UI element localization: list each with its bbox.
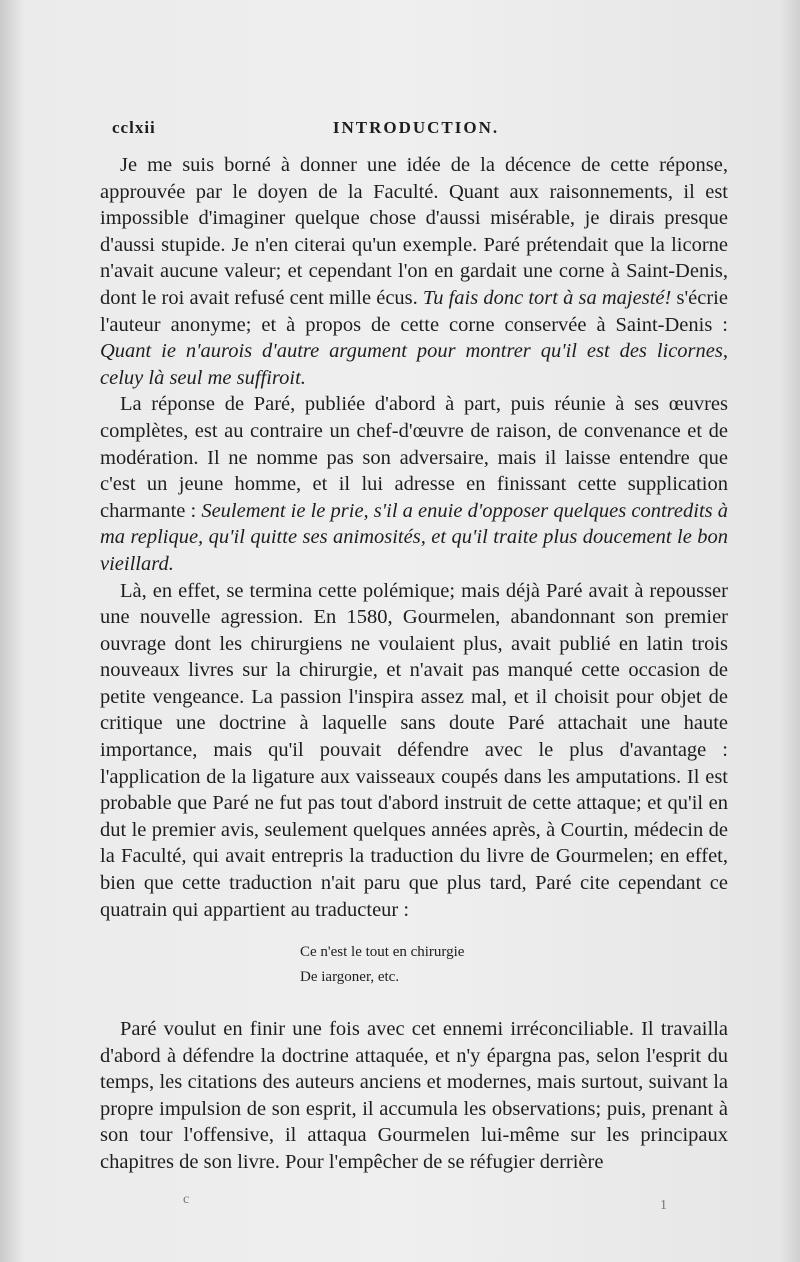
verse-line: De iargoner, etc. (300, 969, 400, 985)
paragraph-1-quote-2: Quant ie n'aurois d'autre argument pour montrer qu'il est des licornes, celuy là seul me suffiroit. (100, 340, 728, 389)
verse-quotation (300, 940, 464, 990)
paragraph-2-quote: Seulement ie le prie, s'il a enuie d'opposer quelques contredits à ma replique, qu'il quitte ses animosités, et qu'il traite plus doucement le bon vieillard. (100, 499, 728, 575)
body-text-lower (100, 1016, 728, 1176)
margin-mark: c (183, 1192, 190, 1207)
paragraph-3: Là, en effet, se termina cette polémique; mais déjà Paré avait à repousser une nouvelle agression. En 1580, Gourmelen, abandonnant son premier ouvrage dont les chirurgiens ne voulaient plus, avait publié en latin trois nouveaux livres sur la chirurgie, et n'avait pas manqué cette occasion de petite vengeance. La passion l'inspira assez mal, et il choisit pour objet de critique une doctrine à laquelle sans doute Paré attachait une haute importance, mais qu'il pouvait défendre avec le plus d'avantage : l'application de la ligature aux vaisseaux coupés dans les amputations. Il est probable que Paré ne fut pas tout d'abord instruit de cette attaque; et qu'il en dut le premier avis, seulement quelques années après, à Courtin, médecin de la Faculté, qui avait entrepris la traduction du livre de Gourmelen; en effet, bien que cette traduction n'ait paru que plus tard, Paré cite cependant ce quatrain qui appartient au traducteur : (100, 579, 728, 921)
running-head: INTRODUCTION. (332, 118, 500, 137)
paragraph-1: Je me suis borné à donner une idée de la décence de cette réponse, approuvée par le doyen de la Faculté. Quant aux raisonnements, il est impossible d'imaginer quelque chose d'aussi misérable, je dirais presque d'aussi stupide. Je n'en citerai qu'un exemple. Paré prétendait que la licorne n'avait aucune valeur; et cependant l'on en gardait une corne à Saint-Denis, dont le roi avait refusé cent mille écus. Tu fais donc tort à sa majesté! s'écrie l'auteur anonyme; et à propos de cette corne conservée à Saint-Denis : Quant ie n'aurois d'autre argument pour montrer qu'il est des licornes, celuy là seul me suffiroit. (100, 154, 728, 389)
page-header (112, 118, 720, 142)
page-number: cclxii (112, 118, 156, 137)
paragraph-4: Paré voulut en finir une fois avec cet ennemi irréconciliable. Il travailla d'abord à défendre la doctrine attaquée, et n'y épargna pas, selon l'esprit du temps, les citations des auteurs anciens et modernes, mais surtout, suivant la propre impulsion de son esprit, il accumula les observations; puis, prenant à son tour l'offensive, il attaqua Gourmelen lui-même sur les principaux chapitres de son livre. Pour l'empêcher de se réfugier derrière (100, 1018, 728, 1173)
margin-mark: 1 (660, 1198, 667, 1213)
paragraph-1-quote-1: Tu fais donc tort à sa majesté! (422, 286, 672, 309)
verse-line: Ce n'est le tout en chirurgie (300, 944, 465, 960)
body-text-upper (100, 152, 728, 923)
paragraph-2: La réponse de Paré, publiée d'abord à part, puis réunie à ses œuvres complètes, est au contraire un chef-d'œuvre de raison, de convenance et de modération. Il ne nomme pas son adversaire, mais il laisse entendre que c'est un jeune homme, et il lui adresse en finissant cette supplication charmante : Seulement ie le prie, s'il a enuie d'opposer quelques contredits à ma replique, qu'il quitte ses animosités, et qu'il traite plus doucement le bon vieillard. (100, 393, 728, 575)
